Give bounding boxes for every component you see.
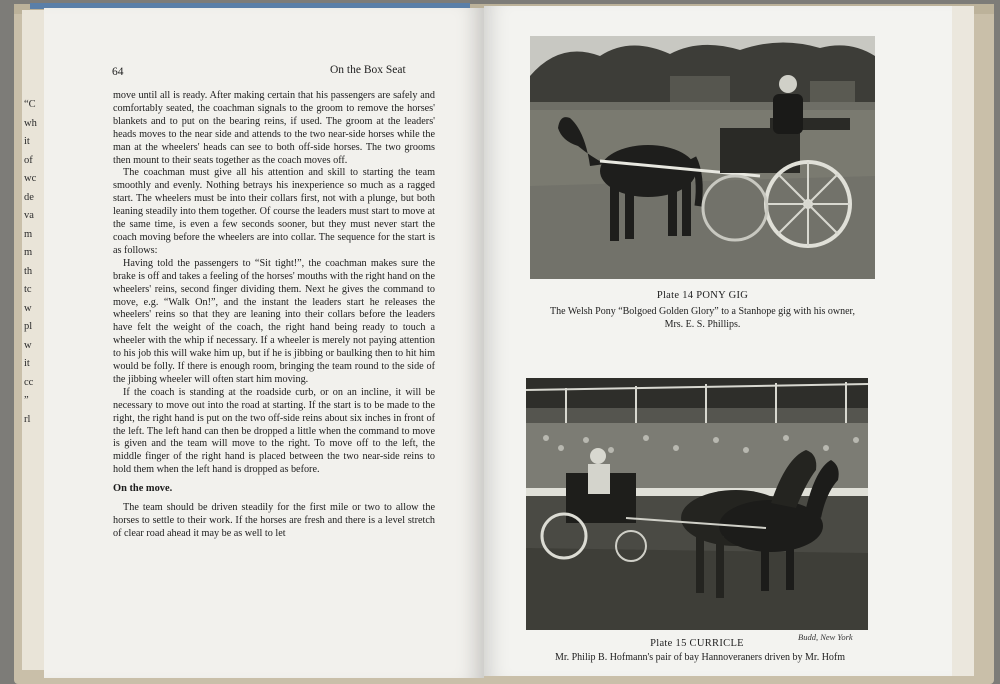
underlying-text-fragment: pl — [24, 321, 33, 332]
plate-15-title: Plate 15 CURRICLE — [650, 638, 744, 649]
paragraph: The coachman must give all his attention and skill to starting the team smoothly and evenly. Nothing betrays his inexperience so much as a ragged start. The wheelers must be into their collars first, not with a plunge, but both leaning steadily into them together. Of course the leaders must start to move at the same time, is even a few seconds sooner, but they must never start the coach moving before the wheelers are into collar. The sequence for the start is as follows: — [113, 167, 435, 256]
underlying-text-fragment: wh — [24, 117, 37, 129]
page-number: 64 — [112, 66, 124, 78]
underlying-text-fragment: m — [24, 247, 33, 258]
plate-14-photo — [530, 36, 875, 279]
underlying-text-fragment: th — [24, 265, 33, 277]
plate-14-caption-line2: Mrs. E. S. Phillips. — [664, 319, 741, 330]
paragraph: If the coach is standing at the roadside curb, or on an incline, it will be necessary to move out into the road at starting. If the start is to be made to the right, the right hand is put on the two off-side reins about six inches in front of the left. The left hand can then be dropped a little when the command to move is given and the team will move to the right. To move off to the left, the middle finger of the right hand is placed between the two near-side reins to hold them when the left hand is dropped as before. — [113, 386, 435, 476]
underlying-text-fragment: wc — [24, 173, 37, 184]
underlying-text-fragment: cc — [24, 376, 34, 388]
plate-14-caption-line1: The Welsh Pony “Bolgoed Golden Glory” to a Stanhope gig with his owner, — [550, 306, 855, 317]
photo-credit: Budd, New York — [798, 632, 853, 642]
section-heading: On the move. — [113, 483, 173, 495]
underlying-text-fragment: “C — [24, 99, 36, 110]
underlying-text-fragment: rl — [24, 413, 31, 425]
underlying-page-text — [24, 96, 46, 429]
underlying-text-fragment: m — [24, 228, 33, 240]
paragraph: The team should be driven steadily for the first mile or two to allow the horses to settle to their work. If the horses are fresh and there is a level stretch of clear road ahead it may be as well to let — [113, 502, 435, 539]
underlying-text-fragment: w — [24, 302, 32, 314]
underlying-text-fragment: it — [24, 358, 30, 369]
plate-15-caption-line1: Mr. Philip B. Hofmann's pair of bay Hannoveraners driven by Mr. Hofm — [554, 652, 846, 663]
paragraph: Having told the passengers to “Sit tight!”, the coachman makes sure the brake is off and takes a feeling of the horses' mouths with the right hand on the wheelers' reins, second finger dividing them. Next he gives the command to move, e.g. “Walk On!”, and the instant the leaders start he releases the wheelers' reins so that they are leaning into their collars before the leaders have felt the weight of the coach, the right hand being ready to touch a wheeler with the whip if necessary. If a wheeler is merely not paying attention to his job this will wake him up, but if he is jibbing or baulking then to hit him would be folly. If there is enough room, bringing the team round to the side of the jibbing wheeler will often start him moving. — [113, 257, 435, 385]
plate-14-title: Plate 14 PONY GIG — [656, 290, 749, 301]
underlying-text-fragment: de — [24, 191, 34, 203]
paragraph: move until all is ready. After making certain that his passengers are safely and comfortably seated, the coachman signals to the groom to remove the horses' blankets and to put on the bearing reins, if used. The groom at the leaders' heads moves to the near side and attends to the two near-side horses while the man at the wheelers' heads can see to both off-side horses. The two grooms then mount to their seats together as the coach moves off. — [113, 90, 435, 166]
underlying-text-fragment: tc — [24, 284, 32, 295]
underlying-text-fragment: w — [24, 339, 32, 351]
underlying-text-fragment: ” — [24, 395, 29, 406]
page-edges — [952, 6, 974, 676]
underlying-text-fragment: of — [24, 154, 33, 166]
underlying-text-fragment: va — [24, 210, 34, 221]
plate-15-photo — [526, 378, 868, 630]
underlying-text-fragment: it — [24, 136, 30, 147]
body-text — [113, 90, 435, 541]
running-head: On the Box Seat — [330, 64, 406, 76]
